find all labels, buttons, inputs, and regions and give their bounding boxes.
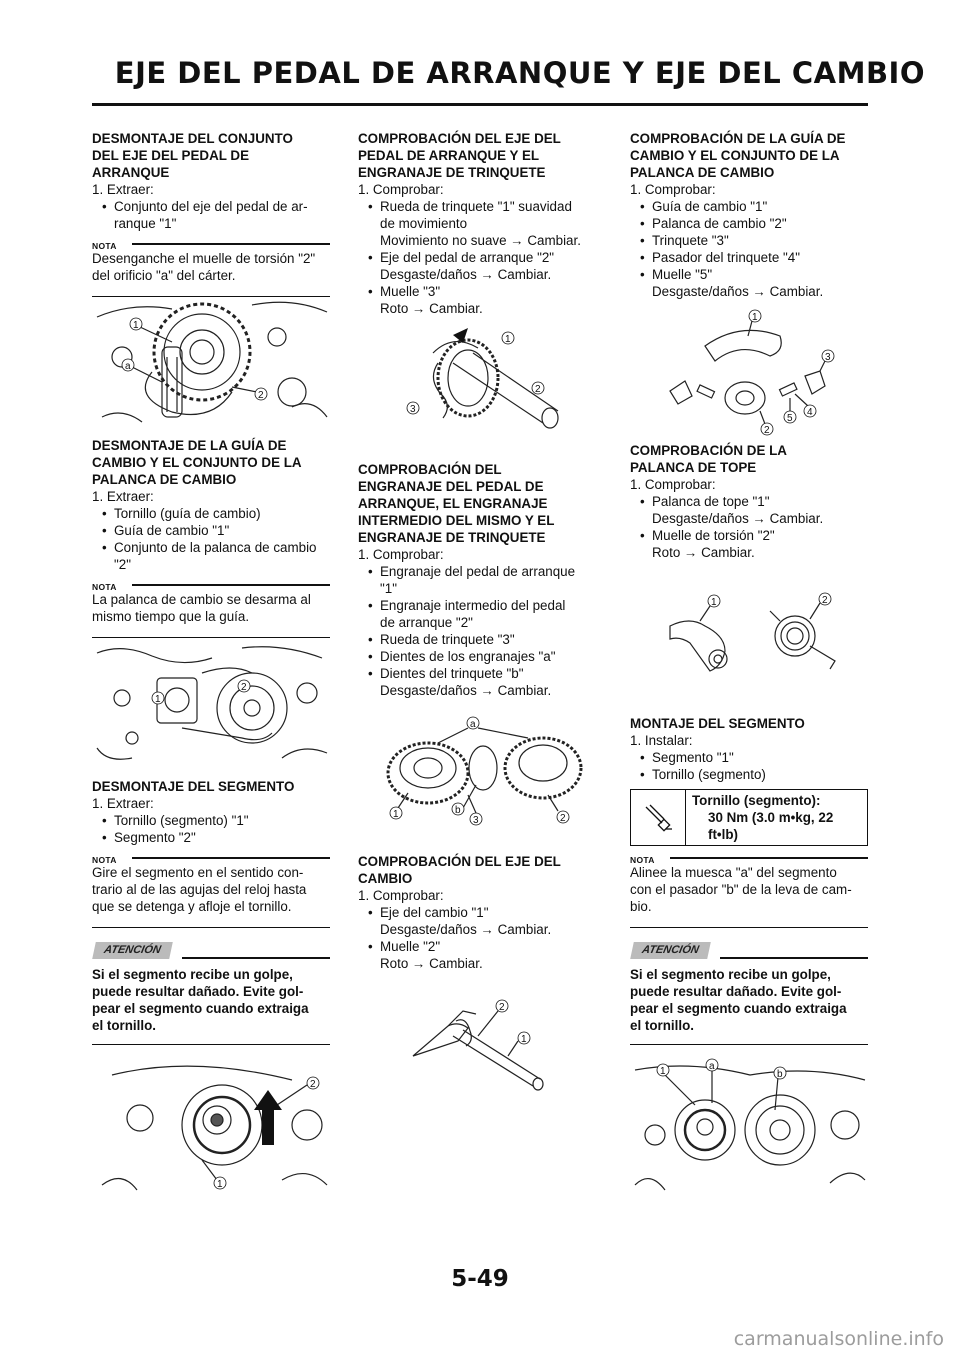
callout: 2	[535, 384, 541, 395]
callout: a	[125, 361, 131, 372]
bullet-item: • Guía de cambio "1"	[630, 198, 868, 215]
note-label: NOTA	[92, 582, 117, 592]
figure-shift-guide-removal	[92, 638, 330, 768]
callout: 4	[807, 407, 813, 418]
title-rule	[92, 103, 868, 106]
bullet-item: • Muelle "3" Roto → Cambiar.	[358, 283, 596, 317]
figure-gears	[358, 713, 596, 843]
bullet-item: • Tornillo (guía de cambio)	[92, 505, 330, 522]
figure-segment-install	[630, 1055, 868, 1195]
figure-shift-guide-parts	[630, 306, 868, 436]
note-box: NOTA La palanca de cambio se desarma al mismo tiempo que la guía.	[92, 579, 330, 638]
torque-spec: Tornillo (segmento): 30 Nm (3.0 m•kg, 22 ft•lb)	[692, 793, 834, 842]
bullet-item: • Engranaje intermedio del pedal de arranque "2"	[358, 597, 596, 631]
bullet-item: • Engranaje del pedal de arranque "1"	[358, 563, 596, 597]
torque-spec-box	[630, 789, 868, 846]
watermark: carmanualsonline.info	[733, 1328, 944, 1350]
callout: a	[470, 719, 476, 730]
callout: 2	[258, 390, 264, 401]
callout: 3	[410, 404, 416, 415]
figure-shift-shaft	[358, 986, 596, 1106]
callout: 1	[660, 1066, 666, 1077]
step: 1. Comprobar:	[358, 182, 444, 197]
column-2	[358, 130, 596, 1106]
callout: 1	[133, 320, 139, 331]
section-heading: COMPROBACIÓN DEL EJE DEL PEDAL DE ARRANQUE Y EL ENGRANAJE DE TRINQUETE	[358, 131, 561, 180]
callout: 1	[155, 694, 161, 705]
figure-stopper-lever	[630, 581, 868, 701]
step: 1. Comprobar:	[358, 547, 444, 562]
note-box: NOTA Desenganche el muelle de torsión "2" del orificio "a" del cárter.	[92, 238, 330, 297]
bullet-item: • Conjunto de la palanca de cambio "2"	[92, 539, 330, 573]
callout: 1	[752, 312, 758, 323]
bullet-item: • Rueda de trinquete "3"	[358, 631, 596, 648]
bullet-item: • Eje del pedal de arranque "2" Desgaste/daños → Cambiar.	[358, 249, 596, 283]
step: 1. Comprobar:	[358, 888, 444, 903]
step: 1. Comprobar:	[630, 477, 716, 492]
section-heading: DESMONTAJE DEL CONJUNTO DEL EJE DEL PEDAL DE ARRANQUE	[92, 131, 293, 180]
note-label: NOTA	[92, 855, 117, 865]
section-heading: COMPROBACIÓN DE LA GUÍA DE CAMBIO Y EL CONJUNTO DE LA PALANCA DE CAMBIO	[630, 131, 846, 180]
section-heading: COMPROBACIÓN DEL EJE DEL CAMBIO	[358, 854, 561, 886]
bullet-item: • Segmento "2"	[92, 829, 330, 846]
step: 1. Extraer:	[92, 796, 154, 811]
bullet-item: • Muelle de torsión "2" Roto → Cambiar.	[630, 527, 868, 561]
figure-kick-shaft-removal	[92, 297, 330, 427]
note-box: NOTA Alinee la muesca "a" del segmento con el pasador "b" de la leva de cam- bio.	[630, 852, 868, 928]
callout: 3	[825, 352, 831, 363]
bullet-item: • Conjunto del eje del pedal de ar- ranque "1"	[92, 198, 330, 232]
bullet-item: • Segmento "1"	[630, 749, 868, 766]
note-label: NOTA	[630, 855, 655, 865]
bullet-item: • Guía de cambio "1"	[92, 522, 330, 539]
step: 1. Comprobar:	[630, 182, 716, 197]
step: 1. Instalar:	[630, 733, 693, 748]
note-label: NOTA	[92, 241, 117, 251]
callout: 2	[822, 595, 828, 606]
callout: 1	[393, 809, 399, 820]
bullet-item: • Dientes del trinquete "b" Desgaste/daños → Cambiar.	[358, 665, 596, 699]
caution-label: ATENCIÓN	[630, 942, 710, 959]
callout: 2	[241, 682, 247, 693]
callout: 2	[764, 425, 770, 436]
section-heading: COMPROBACIÓN DE LA PALANCA DE TOPE	[630, 443, 787, 475]
caution-label: ATENCIÓN	[92, 942, 172, 959]
torque-wrench-icon	[631, 790, 686, 845]
bullet-item: • Trinquete "3"	[630, 232, 868, 249]
callout: 2	[310, 1079, 316, 1090]
section-heading: MONTAJE DEL SEGMENTO	[630, 716, 805, 731]
bullet-item: • Dientes de los engranajes "a"	[358, 648, 596, 665]
bullet-item: • Eje del cambio "1" Desgaste/daños → Cambiar.	[358, 904, 596, 938]
figure-kick-shaft	[358, 323, 596, 453]
bullet-item: • Tornillo (segmento) "1"	[92, 812, 330, 829]
bullet-item: • Pasador del trinquete "4"	[630, 249, 868, 266]
callout: 1	[217, 1179, 223, 1190]
bullet-item: • Muelle "2" Roto → Cambiar.	[358, 938, 596, 972]
caution-box: ATENCIÓN Si el segmento recibe un golpe, puede resultar dañado. Evite gol- pear el segmento cuando extraiga el tornillo.	[630, 942, 868, 1045]
column-1	[92, 130, 330, 1195]
callout: a	[709, 1061, 715, 1072]
figure-segment-removal	[92, 1055, 330, 1195]
section-heading: DESMONTAJE DEL SEGMENTO	[92, 779, 295, 794]
caution-box: ATENCIÓN Si el segmento recibe un golpe, puede resultar dañado. Evite gol- pear el segmento cuando extraiga el tornillo.	[92, 942, 330, 1045]
bullet-item: • Palanca de tope "1" Desgaste/daños → Cambiar.	[630, 493, 868, 527]
bullet-item: • Tornillo (segmento)	[630, 766, 868, 783]
section-heading: COMPROBACIÓN DEL ENGRANAJE DEL PEDAL DE ARRANQUE, EL ENGRANAJE INTERMEDIO DEL MISMO Y EL ENGRANAJE DE TRINQUETE	[358, 462, 555, 545]
column-3	[630, 130, 868, 1195]
callout: 5	[787, 413, 793, 424]
callout: 1	[505, 334, 511, 345]
section-heading: DESMONTAJE DE LA GUÍA DE CAMBIO Y EL CONJUNTO DE LA PALANCA DE CAMBIO	[92, 438, 302, 487]
page-title: EJE DEL PEDAL DE ARRANQUE Y EJE DEL CAMBIO	[114, 56, 925, 90]
bullet-item: • Muelle "5" Desgaste/daños → Cambiar.	[630, 266, 868, 300]
bullet-item: • Palanca de cambio "2"	[630, 215, 868, 232]
page-number: 5-49	[451, 1266, 509, 1292]
note-box: NOTA Gire el segmento en el sentido con- trario al de las agujas del reloj hasta que se detenga y afloje el tornillo.	[92, 852, 330, 928]
callout: 2	[560, 813, 566, 824]
callout: 3	[473, 815, 479, 826]
callout: 1	[521, 1034, 527, 1045]
callout: 1	[711, 597, 717, 608]
step: 1. Extraer:	[92, 182, 154, 197]
callout: b	[777, 1069, 783, 1080]
callout: 2	[499, 1002, 505, 1013]
callout: b	[455, 805, 461, 816]
bullet-item: • Rueda de trinquete "1" suavidad de movimiento Movimiento no suave → Cambiar.	[358, 198, 596, 249]
step: 1. Extraer:	[92, 489, 154, 504]
